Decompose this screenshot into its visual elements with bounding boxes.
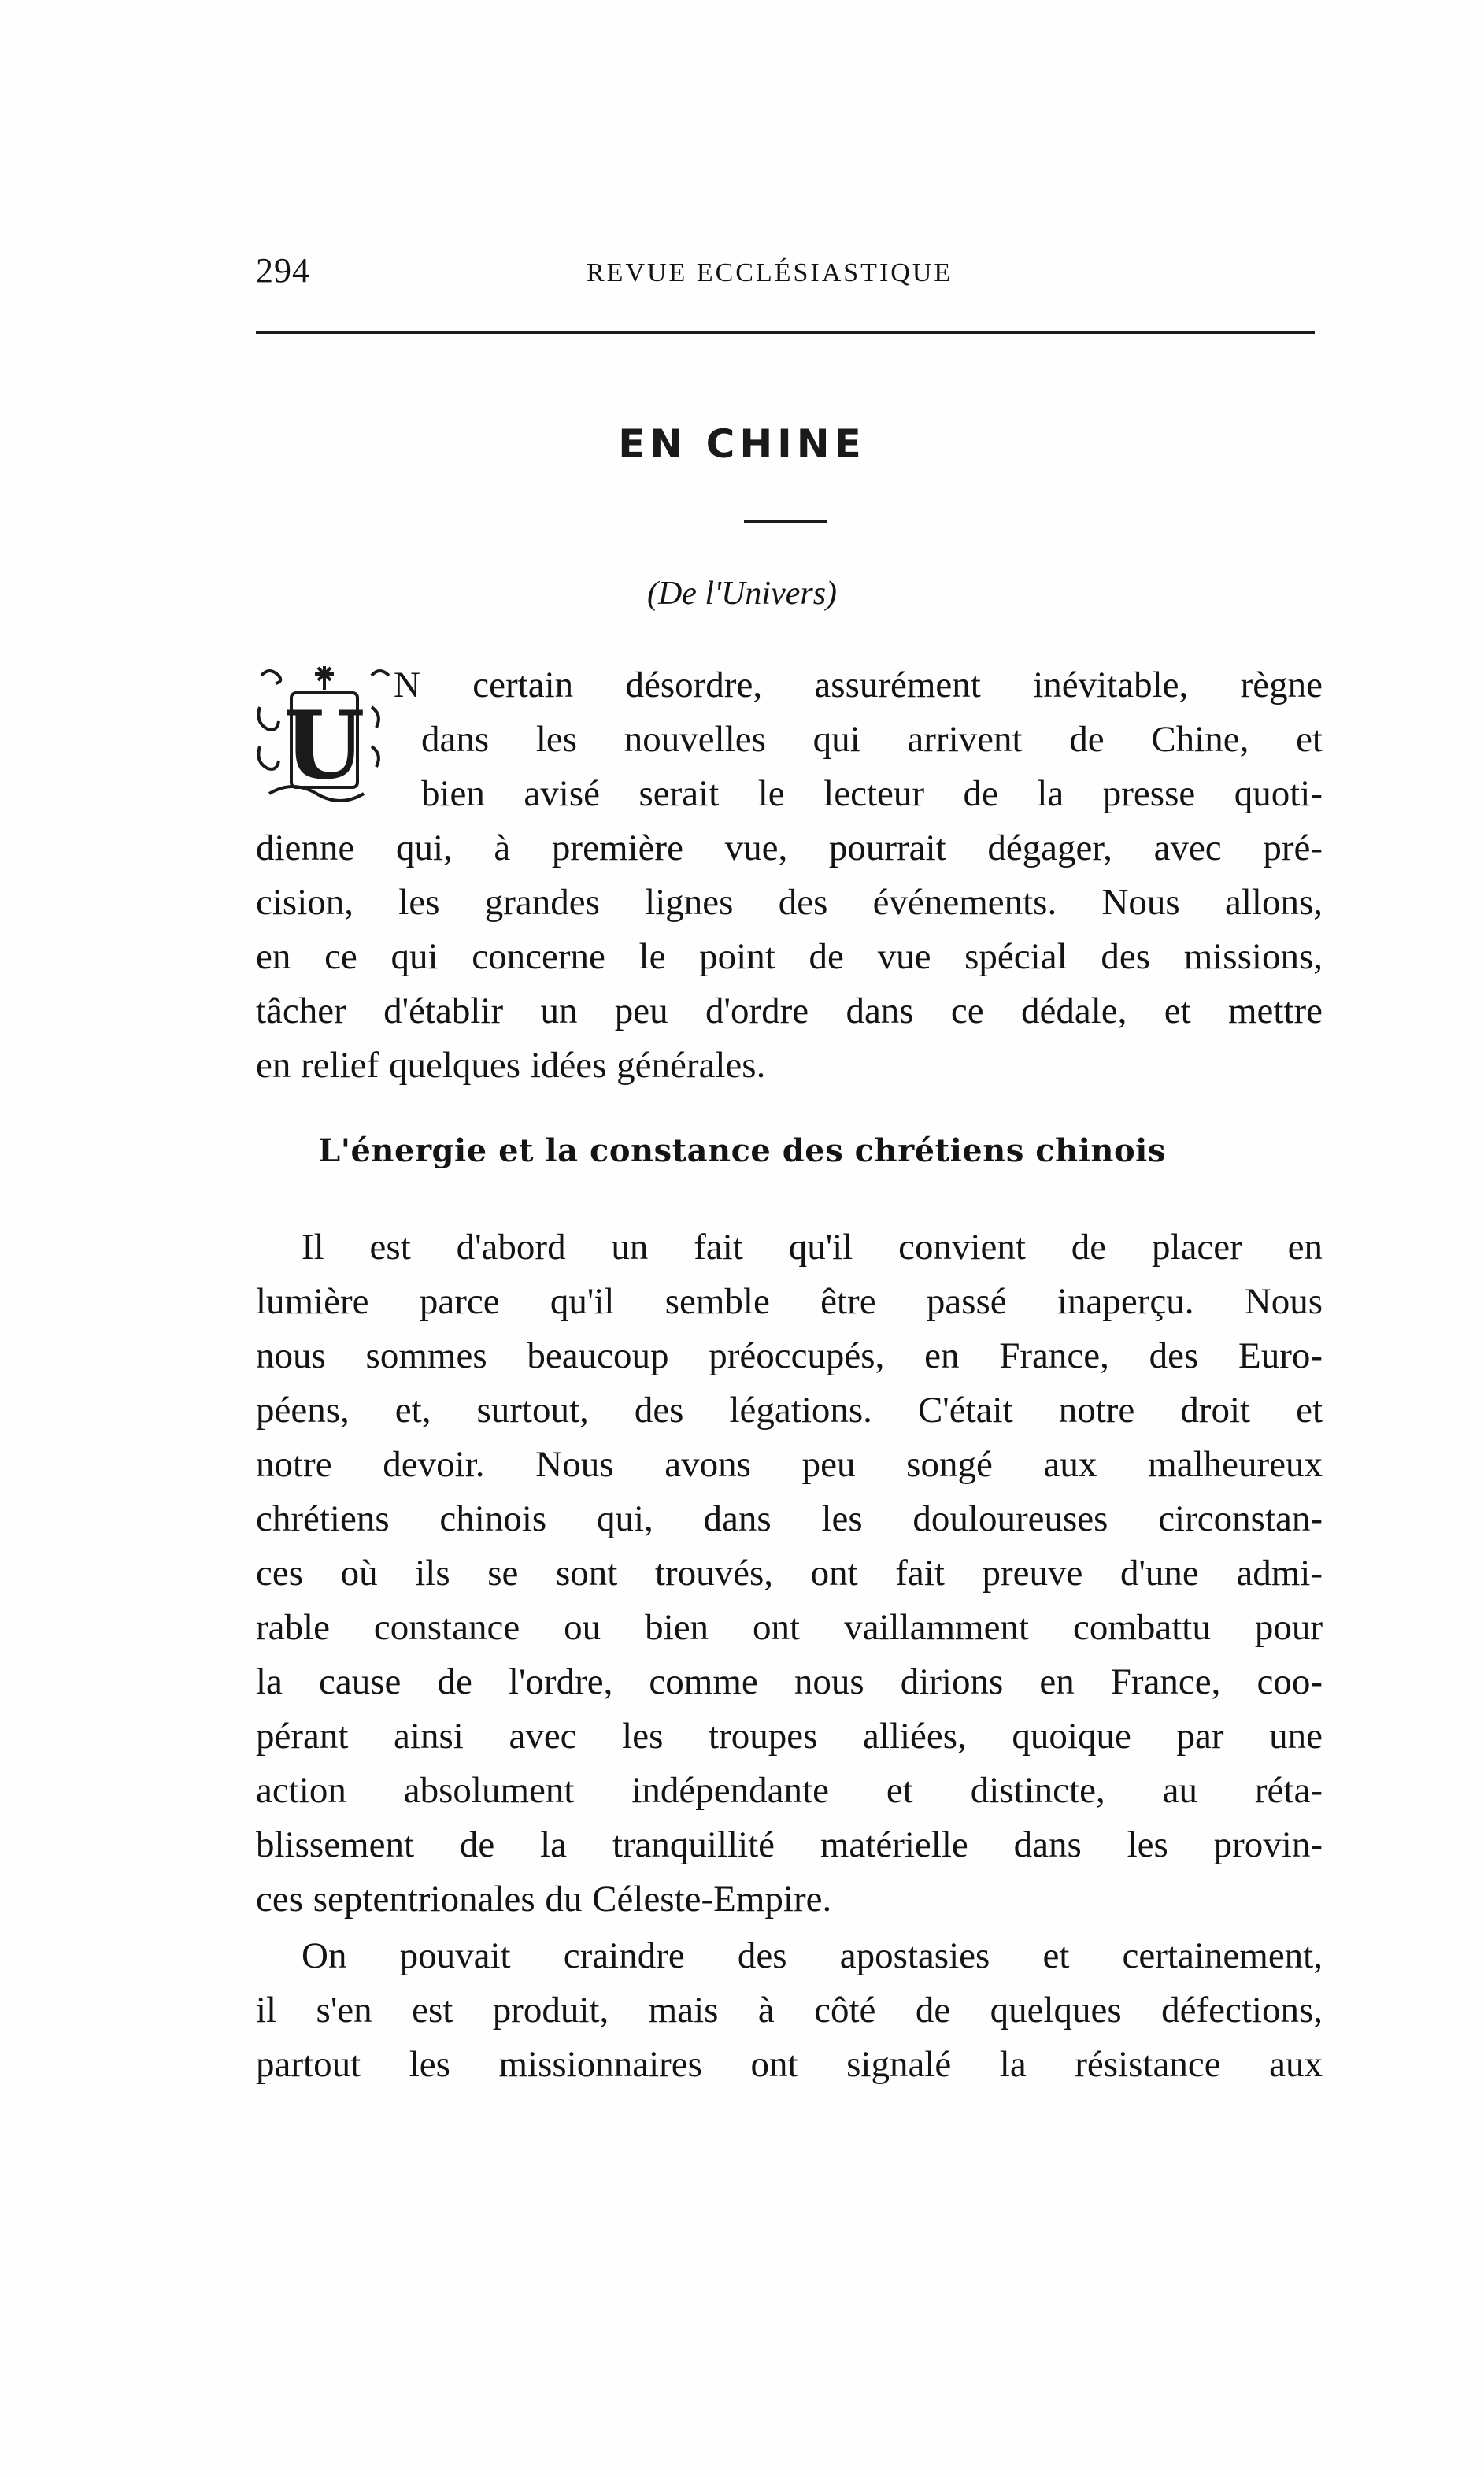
article-title: EN CHINE [618,421,866,467]
journal-title: REVUE ECCLÉSIASTIQUE [587,258,953,287]
text-line: partout les missionnaires ont signalé la résistance aux [256,2044,1323,2085]
page-number: 294 [256,251,310,290]
text-line: On pouvait craindre des apostasies et certainement, [302,1935,1323,1976]
text-line: ces où ils se sont trouvés, ont fait preuve d'une admi- [256,1553,1323,1594]
text-line: il s'en est produit, mais à côté de quelques défections, [256,1990,1323,2031]
text-line: nous sommes beaucoup préoccupés, en France, des Euro- [256,1335,1323,1376]
text-line: en relief quelques idées générales. [256,1045,766,1086]
text-line: péens, et, surtout, des légations. C'était notre droit et [256,1390,1323,1431]
text-line: N certain désordre, assurément inévitable, règne [394,665,1323,705]
text-line: en ce qui concerne le point de vue spécial des missions, [256,936,1323,977]
text-line: la cause de l'ordre, comme nous dirions en France, coo- [256,1661,1323,1702]
header-rule [256,331,1315,334]
text-line: action absolument indépendante et distincte, au réta- [256,1770,1323,1811]
paragraph-2 [256,1220,1323,1927]
title-rule [744,520,827,523]
text-line: notre devoir. Nous avons peu songé aux malheureux [256,1444,1323,1485]
text-line: dienne qui, à première vue, pourrait dégager, avec pré- [256,828,1323,868]
running-head [256,250,1327,298]
source-attribution: (De l'Univers) [646,576,838,612]
text-line: cision, les grandes lignes des événements. Nous allons, [256,882,1323,923]
text-line: Il est d'abord un fait qu'il convient de placer en [302,1227,1323,1268]
text-line: blissement de la tranquillité matérielle dans les provin- [256,1824,1323,1865]
paragraph-1 [256,658,1323,1093]
text-line: ces septentrionales du Céleste-Empire. [256,1879,832,1920]
text-line: chrétiens chinois qui, dans les douloureuses circonstan- [256,1498,1323,1539]
text-line: tâcher d'établir un peu d'ordre dans ce dédale, et mettre [256,990,1323,1031]
paragraph-3 [256,1929,1323,2092]
section-heading: L'énergie et la constance des chrétiens chinois [318,1132,1166,1169]
text-line: lumière parce qu'il semble être passé inaperçu. Nous [256,1281,1323,1322]
text-line: pérant ainsi avec les troupes alliées, quoique par une [256,1716,1323,1757]
text-line: dans les nouvelles qui arrivent de Chine, et [421,719,1323,760]
text-line: rable constance ou bien ont vaillamment combattu pour [256,1607,1323,1648]
drop-initial-letter: U [283,691,365,800]
text-line: bien avisé serait le lecteur de la presse quoti- [421,773,1323,814]
